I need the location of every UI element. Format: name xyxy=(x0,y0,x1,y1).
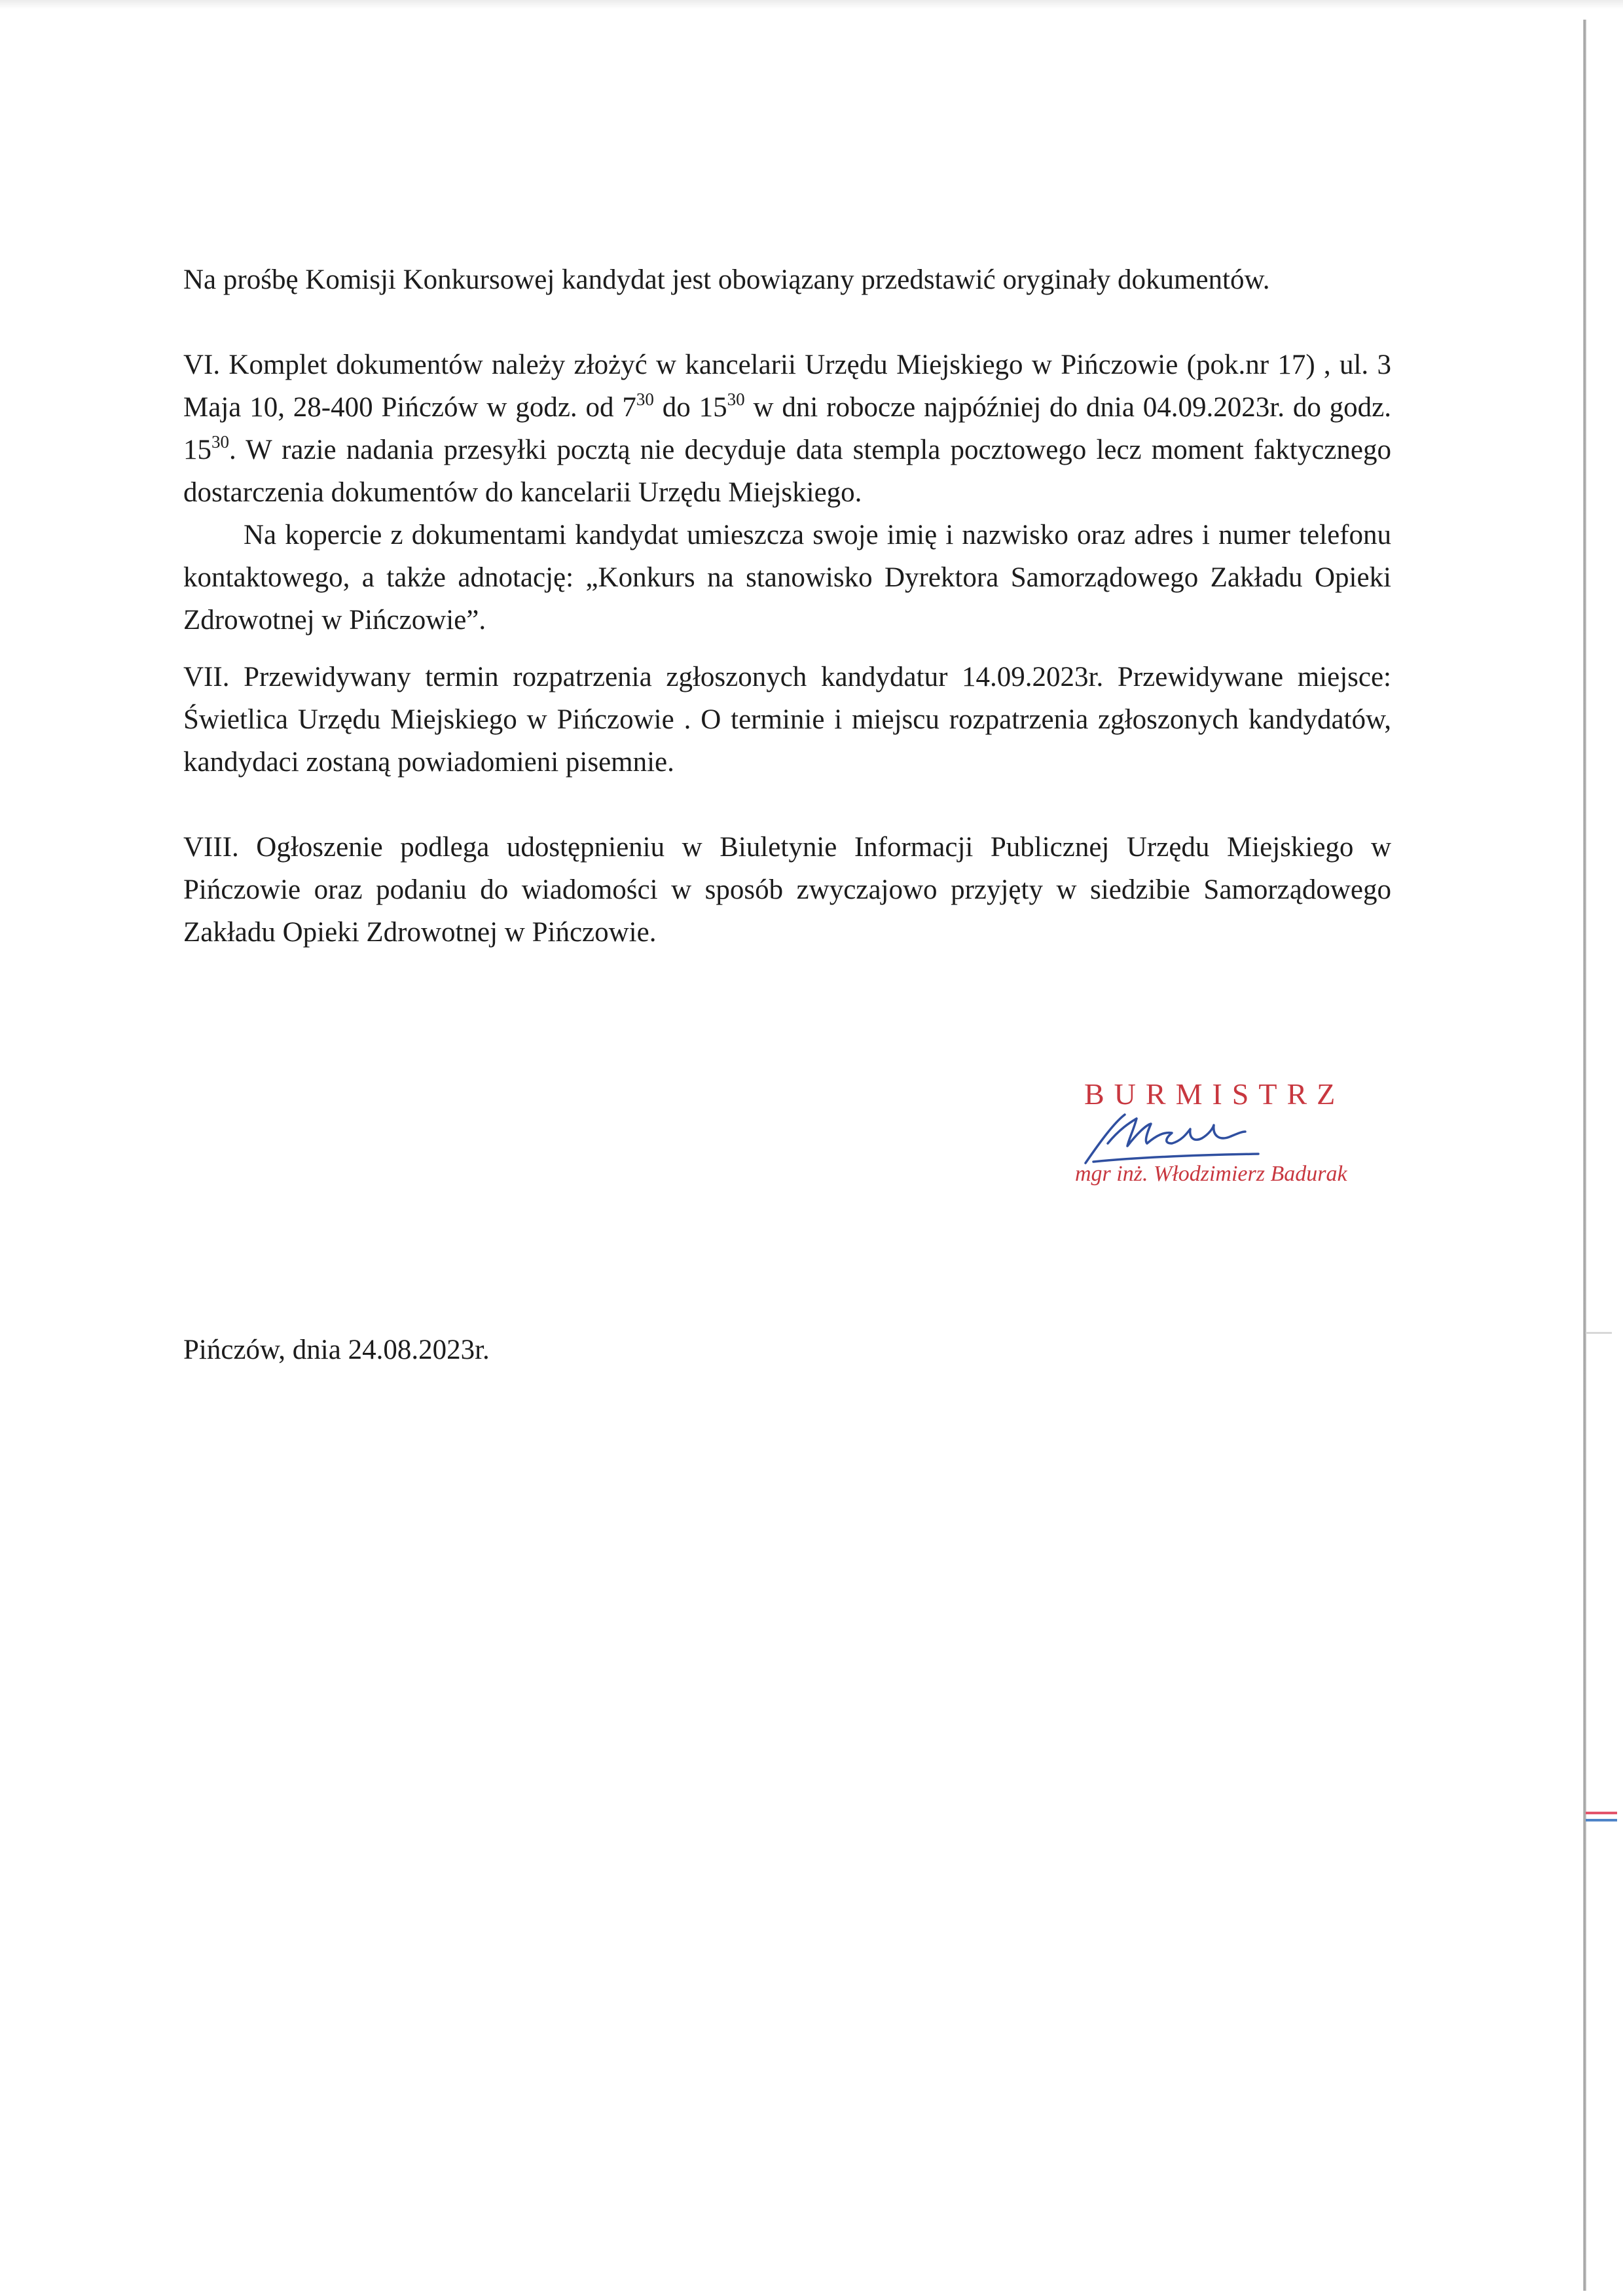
section-vi-text-4: . W razie nadania przesyłki pocztą nie decyduje data stempla pocztowego lecz moment faktycznego dostarczenia dokumentów do kancelarii Urzędu Miejskiego. xyxy=(183,435,1391,508)
section-vi-text-3: w dni robocze najpóźniej do dnia 04.09.2023r. do godz. 15 xyxy=(183,392,1392,465)
section-vii-paragraph: VII. Przewidywany termin rozpatrzenia zgłoszonych kandydatur 14.09.2023r. Przewidywane miejsce: Świetlica Urzędu Miejskiego w Pińczowie . O terminie i miejscu rozpatrzenia zgłoszonych kandydatów, kandydaci zostaną powiadomieni pisemnie. xyxy=(183,662,1391,778)
place-and-date: Pińczów, dnia 24.08.2023r. xyxy=(183,1335,490,1365)
scan-right-edge xyxy=(1583,20,1586,2291)
scan-mark xyxy=(1586,1332,1612,1334)
document-body xyxy=(183,259,1391,954)
spacer xyxy=(183,301,1391,344)
signature-stamp xyxy=(1048,1057,1414,1214)
intro-paragraph: Na prośbę Komisji Konkursowej kandydat jest obowiązany przedstawić oryginały dokumentów. xyxy=(183,264,1270,295)
signatory-name: mgr inż. Włodzimierz Badurak xyxy=(1075,1162,1347,1186)
signature-title: BURMISTRZ xyxy=(1084,1077,1345,1111)
hour-superscript: 30 xyxy=(727,389,745,409)
section-viii-paragraph: VIII. Ogłoszenie podlega udostępnieniu w Biuletynie Informacji Publicznej Urzędu Miejskiego w Pińczowie oraz podaniu do wiadomości w sposób zwyczajowo przyjęty w siedzibie Samorządowego Zakładu Opieki Zdrowotnej w Pińczowie. xyxy=(183,832,1391,948)
scan-top-edge xyxy=(0,0,1623,9)
hour-superscript: 30 xyxy=(211,431,229,452)
spacer xyxy=(183,641,1391,656)
section-vi-paragraph xyxy=(183,344,1391,514)
section-vi-text-2: do 15 xyxy=(653,392,727,423)
hour-superscript: 30 xyxy=(636,389,654,409)
scan-color-mark-red xyxy=(1586,1812,1617,1814)
section-vi-text-1: VI. Komplet dokumentów należy złożyć w kancelarii Urzędu Miejskiego w Pińczowie (pok.nr 17) , ul. 3 Maja 10, 28-400 Pińczów w godz. od 7 xyxy=(183,350,1391,423)
scan-color-mark-blue xyxy=(1586,1819,1617,1821)
envelope-paragraph: Na kopercie z dokumentami kandydat umieszcza swoje imię i nazwisko oraz adres i numer telefonu kontaktowego, a także adnotację: „Konkurs na stanowisko Dyrektora Samorządowego Zakładu Opieki Zdrowotnej w Pińczowie”. xyxy=(183,520,1391,636)
spacer xyxy=(183,783,1391,826)
